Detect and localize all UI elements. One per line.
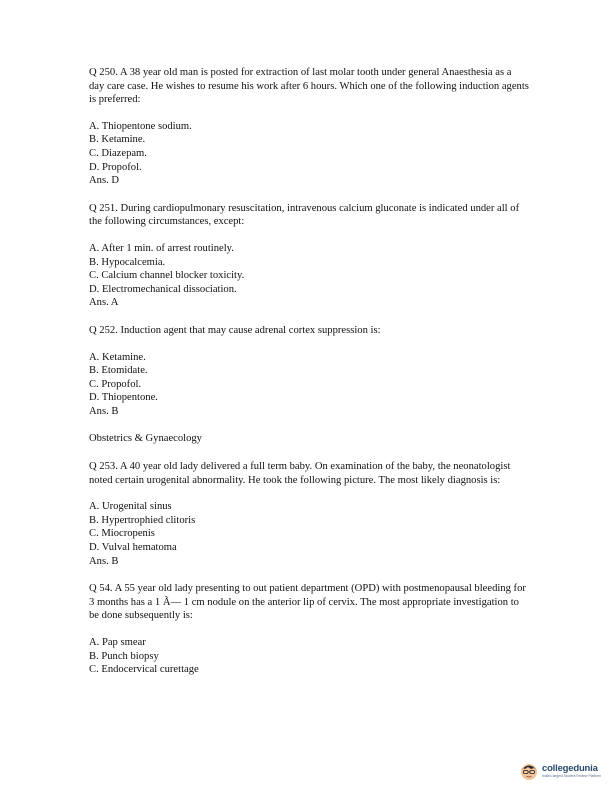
- question-text: Q 54. A 55 year old lady presenting to out patient department (OPD) with postmenopausal bleeding for 3 months has a 1 Ã— 1 cm nodule on the anterior lip of cervix. The most appropriate investigation to be done subsequently is:: [89, 583, 526, 622]
- option-d: D. Propofol.: [89, 161, 142, 173]
- question-253: [89, 460, 529, 568]
- option-b: B. Hypertrophied clitoris: [89, 514, 196, 526]
- answer: Ans. B: [89, 405, 119, 417]
- document-body: [89, 66, 529, 691]
- question-54: [89, 582, 529, 677]
- option-c: C. Diazepam.: [89, 147, 147, 159]
- question-text: Q 253. A 40 year old lady delivered a full term baby. On examination of the baby, the neonatologist noted certain urogenital abnormality. He took the following picture. The most likely diagnosis is:: [89, 461, 511, 486]
- question-250: [89, 66, 529, 188]
- option-b: B. Ketamine.: [89, 134, 146, 146]
- answer: Ans. A: [89, 297, 119, 309]
- collegedunia-logo[interactable]: [519, 757, 605, 785]
- logo-name: collegedunia: [542, 762, 598, 774]
- option-d: D. Thiopentone.: [89, 392, 158, 404]
- option-a: A. Pap smear: [89, 637, 146, 648]
- option-c: C. Miocropenis: [89, 528, 155, 540]
- question-text: Q 250. A 38 year old man is posted for extraction of last molar tooth under general Anaesthesia as a day care case. He wishes to resume his work after 6 hours. Which one of the following induction agents is preferred:: [89, 67, 529, 106]
- mascot-icon: [519, 761, 539, 781]
- option-b: B. Punch biopsy: [89, 650, 159, 662]
- option-b: B. Etomidate.: [89, 365, 148, 377]
- answer: Ans. B: [89, 555, 119, 567]
- question-text: Q 252. Induction agent that may cause adrenal cortex suppression is:: [89, 324, 381, 336]
- option-a: A. After 1 min. of arrest routinely.: [89, 242, 234, 254]
- option-d: D. Electromechanical dissociation.: [89, 283, 237, 295]
- question-251: [89, 202, 529, 310]
- option-c: C. Endocervical curettage: [89, 664, 199, 676]
- answer: Ans. D: [89, 175, 120, 187]
- question-text: Q 251. During cardiopulmonary resuscitation, intravenous calcium gluconate is indicated under all of the following circumstances, except:: [89, 202, 520, 228]
- option-c: C. Propofol.: [89, 378, 142, 390]
- option-d: D. Vulval hematoma: [89, 542, 177, 554]
- option-a: A. Thiopentone sodium.: [89, 120, 192, 132]
- option-c: C. Calcium channel blocker toxicity.: [89, 270, 245, 282]
- section-heading: Obstetrics & Gynaecology: [89, 433, 202, 445]
- logo-tagline: India's largest Student Review Platform: [542, 774, 602, 779]
- option-b: B. Hypocalcemia.: [89, 256, 166, 268]
- option-a: A. Ketamine.: [89, 351, 146, 363]
- question-252: [89, 324, 529, 419]
- option-a: A. Urogenital sinus: [89, 501, 172, 513]
